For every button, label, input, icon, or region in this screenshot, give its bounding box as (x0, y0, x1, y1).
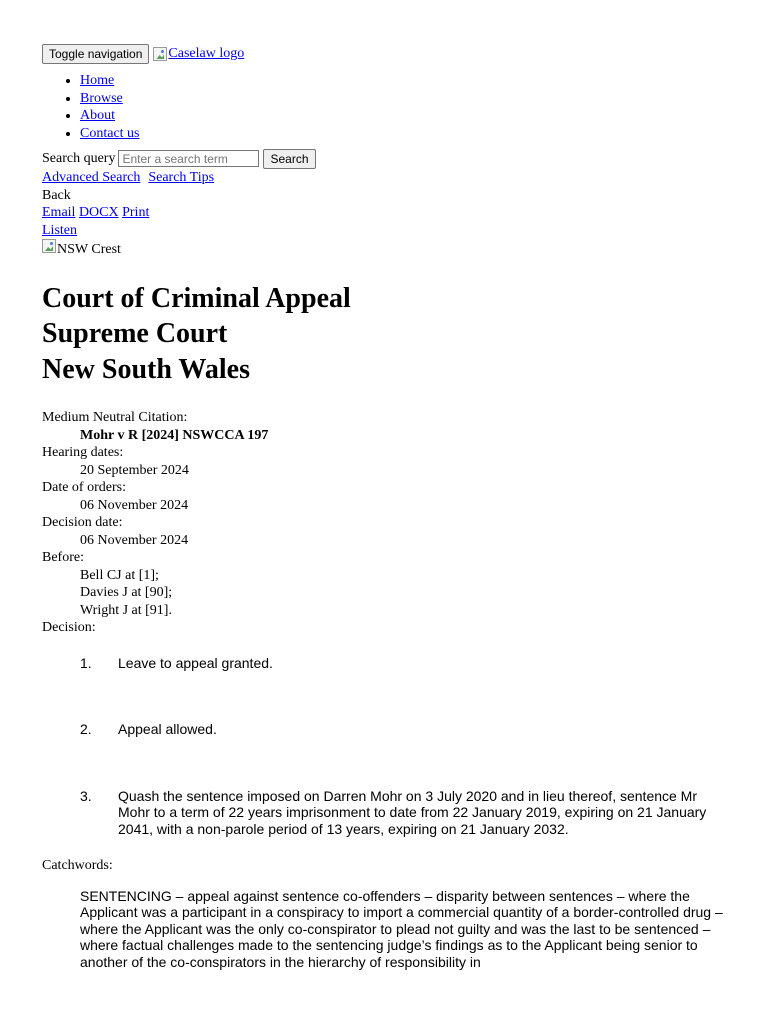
hearing-dates-value: 20 September 2024 (80, 462, 189, 478)
caselaw-logo-alt-text: Caselaw logo (168, 46, 245, 62)
top-bar (42, 44, 768, 64)
before-label: Before: (42, 550, 84, 565)
search-tips-link[interactable]: Search Tips (148, 170, 215, 185)
court-jurisdiction: New South Wales (42, 353, 250, 385)
print-link[interactable]: Print (122, 205, 150, 220)
search-input[interactable] (118, 150, 259, 167)
main-nav (42, 72, 768, 142)
nsw-crest (42, 239, 768, 259)
nav-link-about[interactable]: About (80, 108, 115, 123)
citation-label: Medium Neutral Citation: (42, 410, 188, 425)
nav-link-home[interactable]: Home (80, 73, 115, 88)
search-label: Search query (42, 150, 116, 166)
docx-link[interactable]: DOCX (78, 205, 119, 220)
caselaw-logo-link[interactable] (153, 45, 244, 63)
before-judge: Bell CJ at [1]; (80, 567, 159, 583)
email-link[interactable]: Email (42, 205, 76, 220)
search-links (42, 169, 768, 187)
search-form (42, 148, 768, 169)
court-heading (42, 281, 768, 388)
decision-date-label: Decision date: (42, 515, 123, 530)
before-judge: Davies J at [90]; (80, 585, 173, 600)
decision-item-number: 2. (80, 721, 92, 737)
nav-item-home (80, 72, 768, 90)
hearing-dates-label: Hearing dates: (42, 445, 124, 460)
nav-link-contact[interactable]: Contact us (80, 125, 140, 141)
listen-row (42, 222, 768, 240)
advanced-search-link[interactable]: Advanced Search (42, 170, 141, 185)
catchwords-label: Catchwords: (42, 858, 113, 873)
decision-item (80, 721, 722, 738)
court-division: Supreme Court (42, 318, 228, 349)
broken-image-icon (42, 239, 56, 253)
nav-item-contact (80, 125, 768, 143)
back-link[interactable]: Back (42, 187, 71, 203)
judgment-metadata (42, 409, 768, 637)
decision-date-value: 06 November 2024 (80, 532, 189, 548)
nav-item-browse (80, 90, 768, 108)
nav-link-browse[interactable]: Browse (80, 90, 123, 106)
catchwords-text: SENTENCING – appeal against sentence co-offenders – disparity between sentences – where the Applicant was a participant in a conspiracy to import a commercial quantity of a border-controlled drug – where the Applicant was the only co-conspirator to plead not guilty and was the last to be sentenced – where factual challenges made to the sentencing judge’s findings as to the Applicant being senior to another of the co-conspirators in the hierarchy of responsibility in (80, 887, 723, 970)
decision-item-number: 1. (80, 654, 92, 671)
date-of-orders-label: Date of orders: (42, 480, 126, 495)
citation-value: Mohr v R [2024] NSWCCA 197 (80, 427, 269, 443)
date-of-orders-value: 06 November 2024 (80, 497, 189, 513)
decision-item (80, 788, 722, 838)
search-button[interactable]: Search (263, 149, 315, 169)
listen-link[interactable]: Listen (42, 222, 77, 238)
nsw-crest-alt-text: NSW Crest (57, 242, 121, 257)
court-name: Court of Criminal Appeal (42, 282, 351, 314)
decision-item-number: 3. (80, 787, 92, 804)
decision-item-text: Appeal allowed. (118, 721, 217, 737)
decision-item (80, 655, 722, 672)
decision-item-text: Quash the sentence imposed on Darren Mohr on 3 July 2020 and in lieu thereof, sentence Mr Mohr to a term of 22 years imprisonment to date from 22 January 2019, expiring on 21 January 2041, with a non-parole period of 13 years, expiring on 21 January 2032. (118, 787, 707, 837)
decision-label: Decision: (42, 620, 96, 635)
decision-list (42, 655, 722, 838)
broken-image-icon (153, 47, 167, 61)
decision-item-text: Leave to appeal granted. (118, 654, 273, 671)
toggle-navigation-button[interactable]: Toggle navigation (42, 44, 149, 64)
before-judge: Wright J at [91]. (80, 602, 172, 618)
document-actions (42, 204, 768, 222)
nav-item-about (80, 107, 768, 125)
